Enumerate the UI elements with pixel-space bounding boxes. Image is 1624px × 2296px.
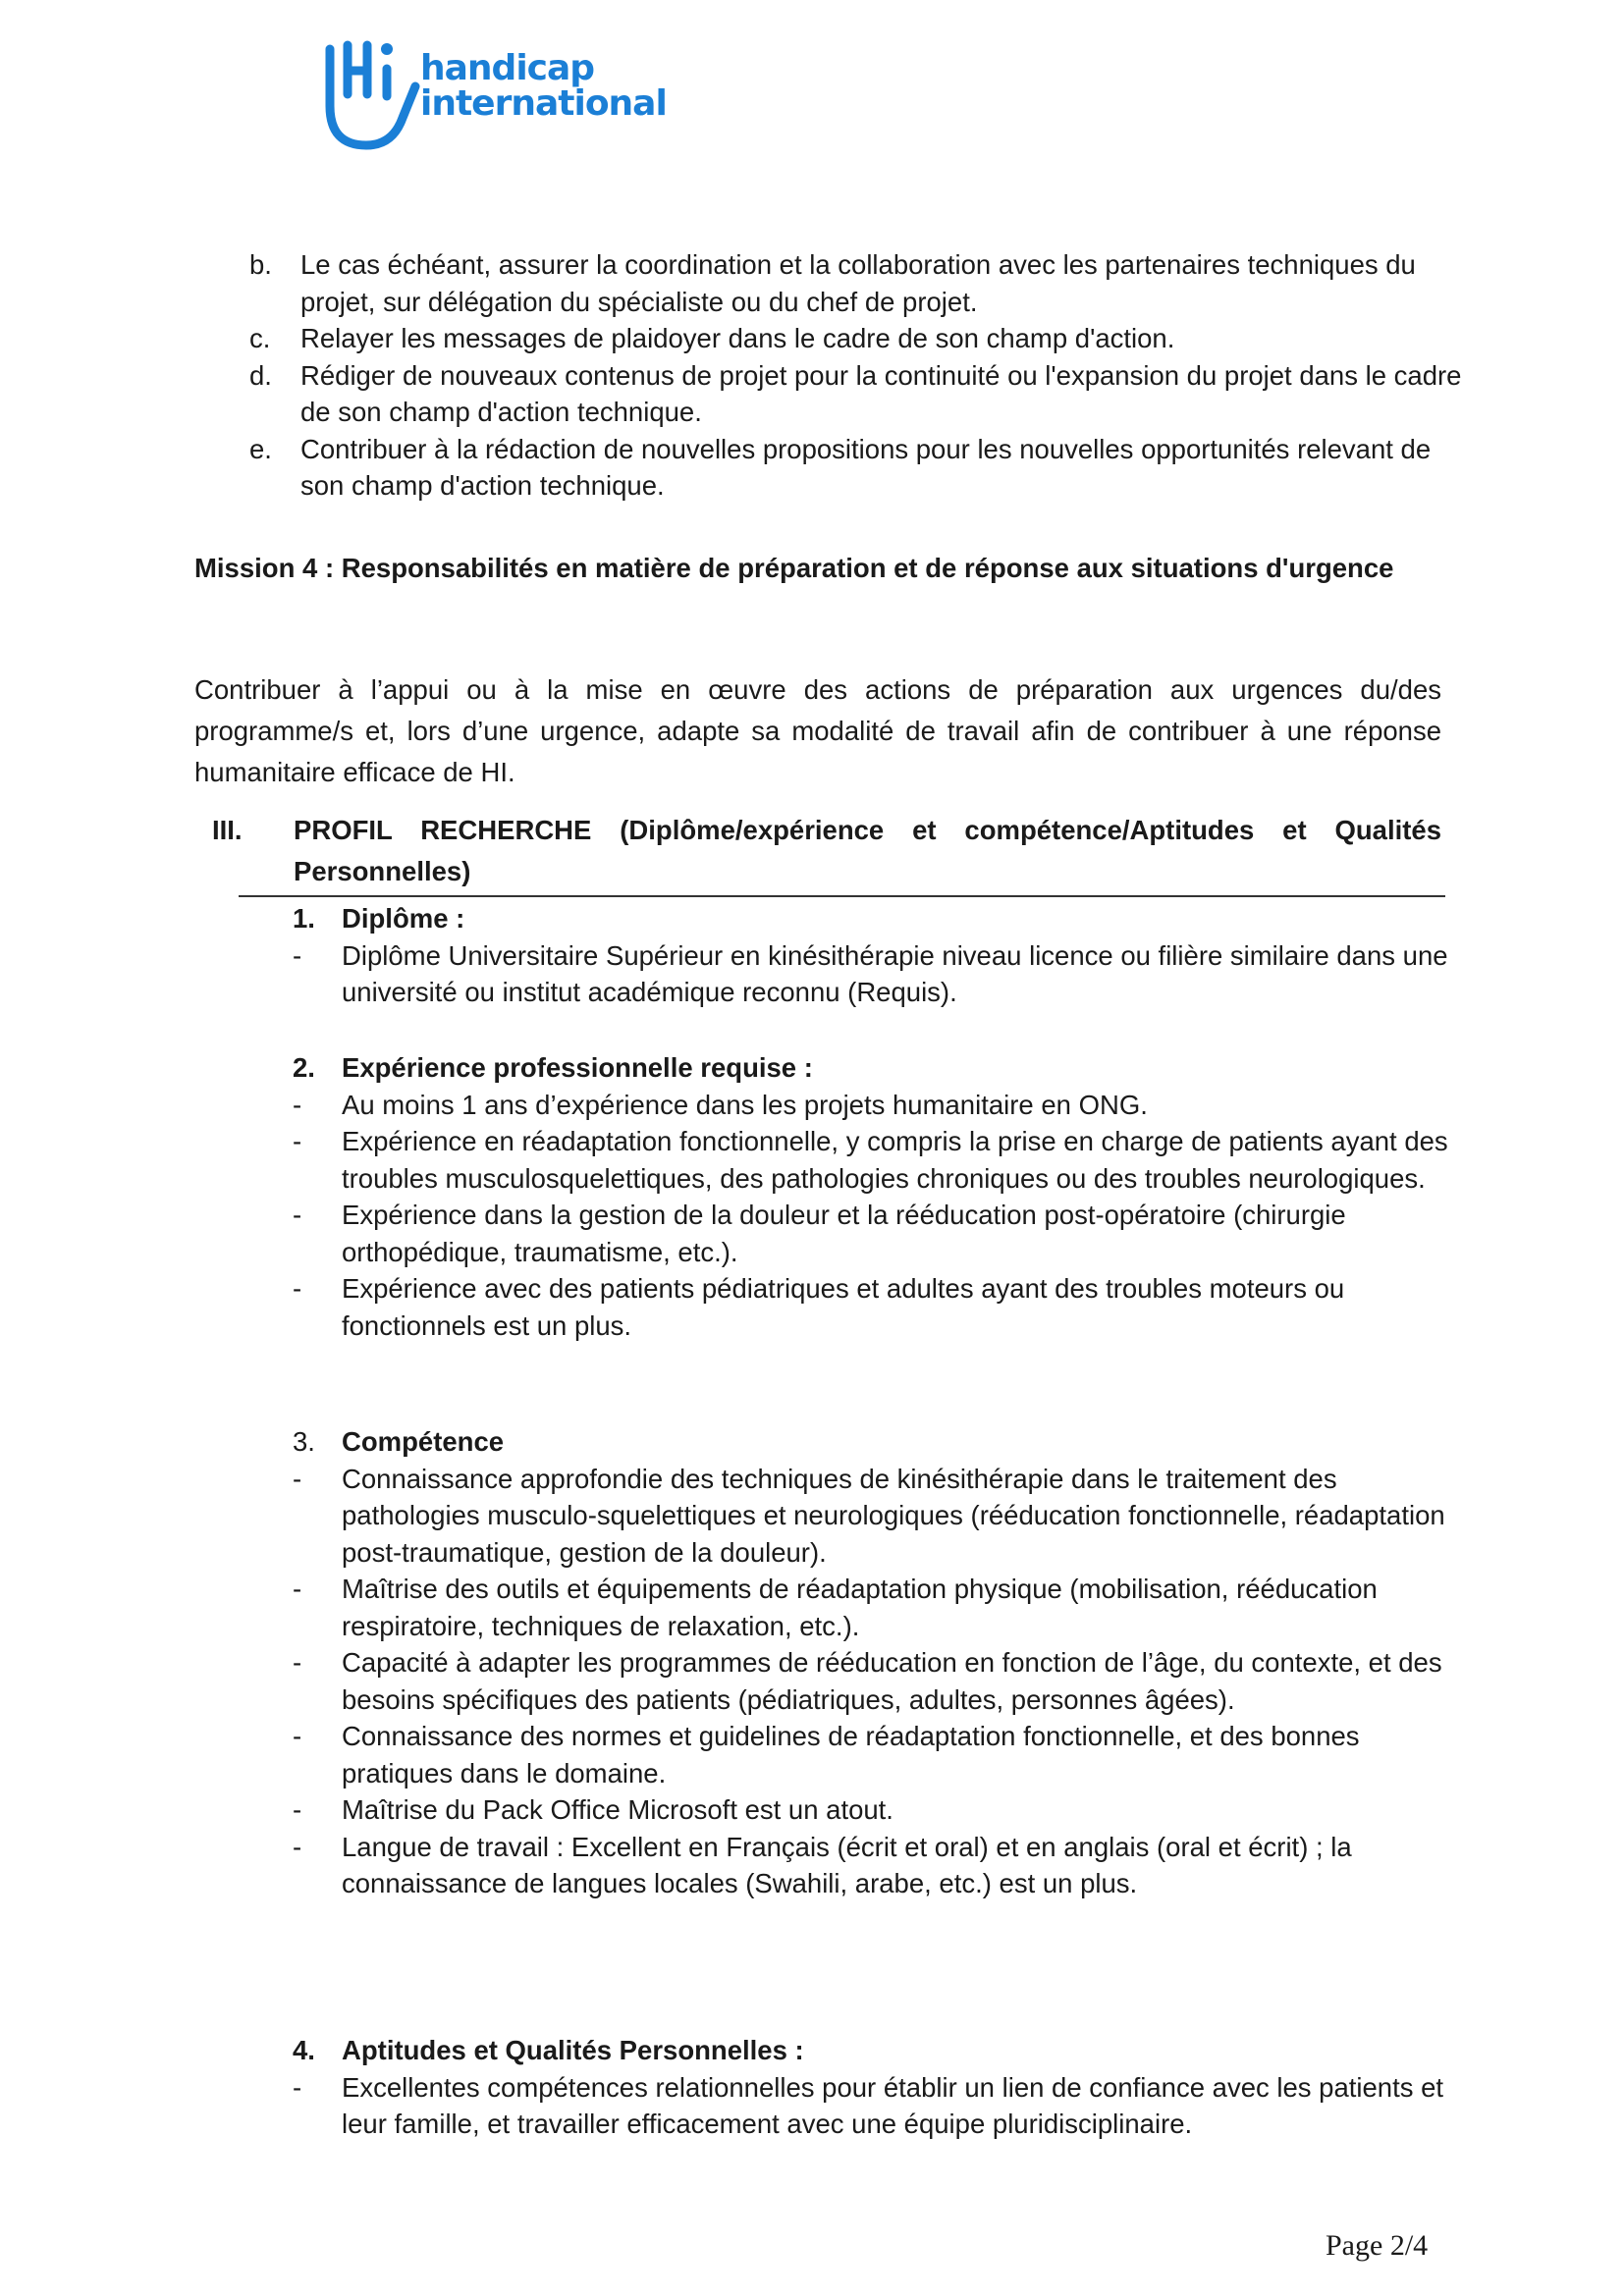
list-item: - Langue de travail : Excellent en Français (écrit et oral) et en anglais (oral et écrit) ; la connaissance de langues locales (Swahili, arabe, etc.) est un plus.: [293, 1831, 1352, 1898]
list-item: - Maîtrise des outils et équipements de réadaptation physique (mobilisation, rééducation respiratoire, techniques de relaxation, etc.).: [293, 1574, 1378, 1641]
competence-block: [293, 1423, 1451, 1902]
list-item-text: Connaissance des normes et guidelines de réadaptation fonctionnelle, et des bonnes pratiques dans le domaine.: [342, 1721, 1360, 1789]
list-item: - Connaissance des normes et guidelines de réadaptation fonctionnelle, et des bonnes pratiques dans le domaine.: [293, 1721, 1360, 1789]
list-item-text: Le cas échéant, assurer la coordination et la collaboration avec les partenaires techniques du projet, sur délégation du spécialiste ou du chef de projet.: [300, 249, 1416, 317]
subsection-title: Compétence: [342, 1426, 505, 1457]
handicap-international-logo: [322, 29, 667, 152]
diploma-block: [293, 900, 1451, 1011]
list-item-text: Connaissance approfondie des techniques de kinésithérapie dans le traitement des pathologies musculo-squelettiques et neurologiques (rééducation fonctionnelle, réadaptation post-traumatique, gestion de la douleur).: [342, 1463, 1445, 1568]
subsection-title: Expérience professionnelle requise :: [342, 1052, 813, 1083]
list-item-text: Expérience avec des patients pédiatriques et adultes ayant des troubles moteurs ou fonctionnels est un plus.: [342, 1273, 1345, 1341]
lettered-list: [249, 246, 1467, 505]
page-number: Page 2/4: [1326, 2229, 1429, 2262]
list-item: - Au moins 1 ans d’expérience dans les projets humanitaire en ONG.: [293, 1089, 1148, 1120]
list-item-text: Diplôme Universitaire Supérieur en kinésithérapie niveau licence ou filière similaire dans une université ou institut académique reconnu (Requis).: [342, 939, 1448, 1007]
list-item-text: Maîtrise des outils et équipements de réadaptation physique (mobilisation, rééducation respiratoire, techniques de relaxation, etc.).: [342, 1574, 1378, 1641]
subsection-number: 4.: [293, 2035, 315, 2065]
dash-list: [293, 1087, 1451, 1345]
subsection-heading: [293, 1049, 1451, 1087]
dash-list: [293, 937, 1451, 1011]
subsection-heading: [293, 900, 1451, 937]
list-item-text: Relayer les messages de plaidoyer dans le cadre de son champ d'action.: [300, 323, 1175, 353]
list-letter: b.: [249, 249, 272, 280]
section-title: PROFIL RECHERCHE (Diplôme/expérience et compétence/Aptitudes et Qualités Personnelles): [294, 815, 1441, 886]
subsection-number: 3.: [293, 1426, 315, 1457]
list-item: - Excellentes compétences relationnelles pour établir un lien de confiance avec les patients et leur famille, et travailler efficacement avec une équipe pluridisciplinaire.: [293, 2071, 1444, 2139]
mission-4-heading: Mission 4 : Responsabilités en matière de préparation et de réponse aux situations d'urgence: [194, 553, 1394, 583]
list-item-text: Expérience en réadaptation fonctionnelle, y compris la prise en charge de patients ayant des troubles musculosquelettiques, des pathologies chroniques ou des troubles neurologiques.: [342, 1126, 1448, 1194]
logo-line-2: international: [420, 83, 667, 124]
list-item-text: Rédiger de nouveaux contenus de projet pour la continuité ou l'expansion du projet dans le cadre de son champ d'action technique.: [300, 359, 1462, 427]
subsection-number: 2.: [293, 1052, 315, 1083]
list-item-text: Excellentes compétences relationnelles pour établir un lien de confiance avec les patients et leur famille, et travailler efficacement avec une équipe pluridisciplinaire.: [342, 2071, 1444, 2139]
list-item-text: Au moins 1 ans d’expérience dans les projets humanitaire en ONG.: [342, 1089, 1148, 1120]
aptitudes-block: [293, 2032, 1451, 2143]
hand-logo-icon: [322, 29, 420, 152]
list-item: [249, 431, 1467, 505]
list-item: - Connaissance approfondie des techniques de kinésithérapie dans le traitement des pathologies musculo-squelettiques et neurologiques (rééducation fonctionnelle, réadaptation post-traumatique, gestion de la douleur).: [293, 1463, 1445, 1568]
subsection-title: Diplôme :: [342, 903, 465, 934]
subsection-heading: [293, 1423, 1451, 1461]
subsection-heading: [293, 2032, 1451, 2069]
list-item: [249, 357, 1467, 431]
dash-list: [293, 1461, 1451, 1902]
list-letter: e.: [249, 433, 272, 464]
list-item-text: Maîtrise du Pack Office Microsoft est un atout.: [342, 1794, 893, 1825]
mission-4-paragraph: Contribuer à l’appui ou à la mise en œuvre des actions de préparation aux urgences du/des programme/s et, lors d’une urgence, adapte sa modalité de travail afin de contribuer à une réponse humanitaire efficace de HI.: [194, 674, 1441, 787]
section-divider: [239, 895, 1445, 897]
list-letter: c.: [249, 323, 271, 353]
section-number: III.: [212, 815, 243, 845]
list-item: [249, 320, 1467, 357]
list-item-text: Expérience dans la gestion de la douleur et la rééducation post-opératoire (chirurgie orthopédique, traumatisme, etc.).: [342, 1200, 1346, 1267]
logo-wordmark: [420, 48, 667, 124]
list-item: - Diplôme Universitaire Supérieur en kinésithérapie niveau licence ou filière similaire dans une université ou institut académique reconnu (Requis).: [293, 939, 1448, 1007]
list-item: - Expérience dans la gestion de la douleur et la rééducation post-opératoire (chirurgie orthopédique, traumatisme, etc.).: [293, 1200, 1346, 1267]
list-item: - Maîtrise du Pack Office Microsoft est un atout.: [293, 1794, 893, 1825]
list-item: - Expérience en réadaptation fonctionnelle, y compris la prise en charge de patients ayant des troubles musculosquelettiques, des pathologies chroniques ou des troubles neurologiques.: [293, 1126, 1448, 1194]
list-item-text: Langue de travail : Excellent en Français (écrit et oral) et en anglais (oral et écrit) ; la connaissance de langues locales (Swahili, arabe, etc.) est un plus.: [342, 1831, 1352, 1898]
list-item-text: Capacité à adapter les programmes de rééducation en fonction de l’âge, du contexte, et des besoins spécifiques des patients (pédiatriques, adultes, personnes âgées).: [342, 1647, 1442, 1715]
list-item: [249, 246, 1467, 320]
list-item: - Capacité à adapter les programmes de rééducation en fonction de l’âge, du contexte, et des besoins spécifiques des patients (pédiatriques, adultes, personnes âgées).: [293, 1647, 1442, 1715]
subsection-title: Aptitudes et Qualités Personnelles :: [342, 2035, 804, 2065]
experience-block: [293, 1049, 1451, 1344]
subsection-number: 1.: [293, 903, 315, 934]
logo-line-1: handicap: [420, 48, 595, 88]
list-letter: d.: [249, 359, 272, 391]
list-item: - Expérience avec des patients pédiatriques et adultes ayant des troubles moteurs ou fonctionnels est un plus.: [293, 1273, 1345, 1341]
dash-list: [293, 2069, 1451, 2143]
list-item-text: Contribuer à la rédaction de nouvelles propositions pour les nouvelles opportunités relevant de son champ d'action technique.: [300, 433, 1432, 501]
